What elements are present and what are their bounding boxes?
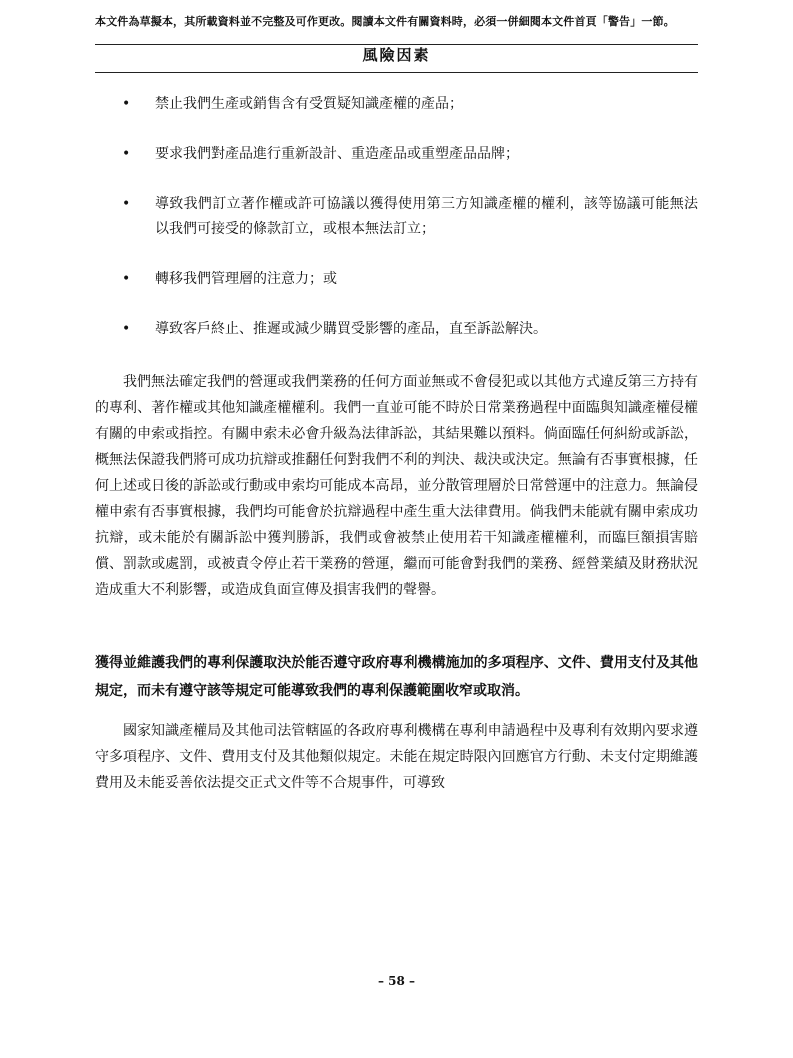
bullet-text: 禁止我們生產或銷售含有受質疑知識產權的產品； bbox=[155, 96, 463, 112]
section-title: 風險因素 bbox=[362, 46, 431, 64]
bullet-item bbox=[95, 192, 698, 242]
bullet-text: 要求我們對產品進行重新設計、重造產品或重塑產品品牌； bbox=[155, 146, 519, 162]
risk-bullet-list bbox=[95, 92, 698, 367]
bullet-text: 轉移我們管理層的注意力；或 bbox=[155, 271, 337, 287]
bullet-dot: • bbox=[122, 321, 131, 337]
bullet-item bbox=[95, 92, 698, 117]
header-bottom-rule bbox=[95, 72, 698, 73]
draft-warning-notice: 本文件為草擬本，其所載資料並不完整及可作更改。閱讀本文件有關資料時，必須一併細閱本文件首頁「警告」一節。 bbox=[95, 15, 675, 28]
bullet-item bbox=[95, 142, 698, 167]
bullet-dot: • bbox=[122, 146, 131, 162]
patent-requirements-paragraph: 國家知識產權局及其他司法管轄區的各政府專利機構在專利申請過程中及專利有效期內要求遵守多項程序、文件、費用支付及其他類似規定。未能在規定時限內回應官方行動、未支付定期維護費用及未能妥善依法提交正式文件等不合規事件，可導致 bbox=[95, 723, 698, 791]
page-number: – 58 – bbox=[377, 974, 416, 988]
bullet-text: 導致客戶終止、推遲或減少購買受影響的產品，直至訴訟解決。 bbox=[155, 321, 547, 337]
ip-infringement-paragraph: 我們無法確定我們的營運或我們業務的任何方面並無或不會侵犯或以其他方式違反第三方持有的專利、著作權或其他知識產權權利。我們一直並可能不時於日常業務過程中面臨與知識產權侵權有關的申索或指控。有關申索未必會升級為法律訴訟，其結果難以預料。倘面臨任何糾紛或訴訟，概無法保證我們將可成功抗辯或推翻任何對我們不利的判決、裁決或決定。無論有否事實根據，任何上述或日後的訴訟或行動或申索均可能成本高昂，並分散管理層於日常營運中的注意力。無論侵權申索有否事實根據，我們均可能會於抗辯過程中產生重大法律費用。倘我們未能就有關申索成功抗辯，或未能於有關訴訟中獲判勝訴，我們或會被禁止使用若干知識產權權利，而臨巨額損害賠償、罰款或處罰，或被責令停止若干業務的營運，繼而可能會對我們的業務、經營業績及財務狀況造成重大不利影響，或造成負面宣傳及損害我們的聲譽。 bbox=[95, 374, 698, 598]
bullet-dot: • bbox=[122, 271, 131, 287]
bullet-text: 導致我們訂立著作權或許可協議以獲得使用第三方知識產權的權利，該等協議可能無法以我們可接受的條款訂立，或根本無法訂立； bbox=[155, 196, 698, 237]
bullet-dot: • bbox=[122, 196, 131, 212]
bullet-dot: • bbox=[122, 96, 131, 112]
bullet-item bbox=[95, 317, 698, 342]
patent-protection-subheading: 獲得並維護我們的專利保護取決於能否遵守政府專利機構施加的多項程序、文件、費用支付及其他規定，而未有遵守該等規定可能導致我們的專利保護範圍收窄或取消。 bbox=[95, 655, 698, 699]
bullet-item bbox=[95, 267, 698, 292]
